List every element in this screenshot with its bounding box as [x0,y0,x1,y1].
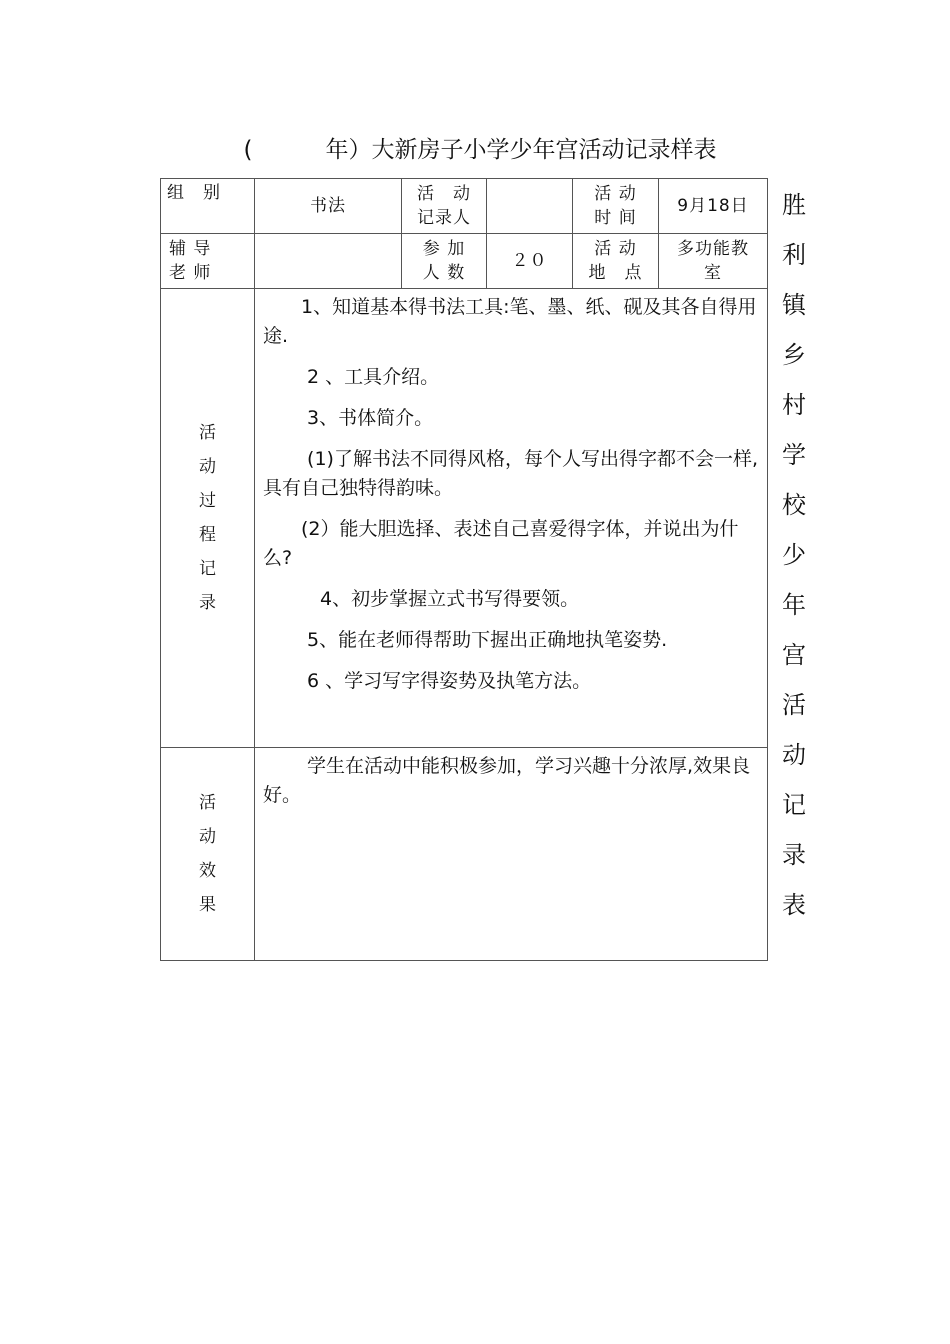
location-value [659,234,768,289]
effect-label [161,748,255,961]
process-label-char: 过 [199,491,216,511]
side-title-char: 录 [782,841,806,869]
group-value: 书法 [255,179,402,234]
participants-label [402,234,487,289]
activity-record-table [160,178,768,961]
location-label [573,234,659,289]
side-title-char: 学 [782,441,806,469]
location-label-line1: 活 动 [594,239,637,259]
side-title-char: 动 [782,741,806,769]
effect-label-char: 活 [199,793,216,813]
page-title: ( 年）大新房子小学少年宫活动记录样表 [243,137,717,163]
side-title-char: 活 [782,691,806,719]
side-title-char: 记 [782,791,806,819]
table-row [161,234,768,289]
side-vertical-title [770,180,818,930]
group-label: 组 别 [161,179,255,234]
time-label-line2: 时 间 [594,208,637,228]
table-row [161,289,768,748]
side-title-char: 少 [782,541,806,569]
time-label-line1: 活 动 [594,184,637,204]
side-title-char: 宫 [782,641,806,669]
side-title-char: 校 [782,491,806,519]
effect-label-char: 动 [199,827,216,847]
side-title-char: 镇 [782,291,806,319]
side-title-char: 乡 [782,341,806,369]
process-label-char: 活 [199,423,216,443]
process-label-char: 记 [199,559,216,579]
teacher-value [255,234,402,289]
process-item: 4、初步掌握立式书写得要领。 [263,588,580,610]
effect-content [255,748,768,961]
recorder-value [487,179,573,234]
location-value-line2: 室 [704,263,722,283]
effect-label-char: 效 [199,861,216,881]
teacher-label-line2: 老 师 [169,263,212,283]
participants-value: ２０ [487,234,573,289]
side-title-char: 胜 [782,191,806,219]
recorder-label-line1: 活 动 [417,184,471,204]
side-title-char: 村 [782,391,806,419]
location-value-line1: 多功能教 [677,239,749,259]
teacher-label [161,234,255,289]
participants-label-line1: 参 加 [422,239,466,259]
effect-label-char: 果 [199,895,216,915]
process-item: 5、能在老师得帮助下握出正确地执笔姿势. [263,629,668,651]
table-row [161,748,768,961]
process-item: 3、书体简介。 [263,407,434,429]
process-item: 1、知道基本得书法工具:笔、墨、纸、砚及其各自得用途. [263,296,757,347]
process-label-char: 动 [199,457,216,477]
process-label-char: 程 [199,525,216,545]
process-record-content [255,289,768,748]
table-row [161,179,768,234]
side-title-char: 表 [782,891,806,919]
process-item: (1)了解书法不同得风格，每个人写出得字都不会一样,具有自己独特得韵味。 [263,448,758,499]
side-title-char: 年 [782,591,806,619]
process-item: 2 、工具介绍。 [263,366,440,388]
process-item: (2）能大胆选择、表述自己喜爱得字体，并说出为什么? [263,518,739,569]
teacher-label-line1: 辅 导 [169,239,212,259]
time-label [573,179,659,234]
effect-text: 学生在活动中能积极参加，学习兴趣十分浓厚,效果良好。 [263,755,751,806]
time-value: 9月18日 [659,179,768,234]
process-label-char: 录 [199,593,216,613]
process-item: 6 、学习写字得姿势及执笔方法。 [263,670,592,692]
location-label-line2: 地 点 [588,263,643,283]
participants-label-line2: 人 数 [422,263,466,283]
side-title-char: 利 [782,241,806,269]
process-record-label [161,289,255,748]
recorder-label [402,179,487,234]
recorder-label-line2: 记录人 [417,208,471,228]
